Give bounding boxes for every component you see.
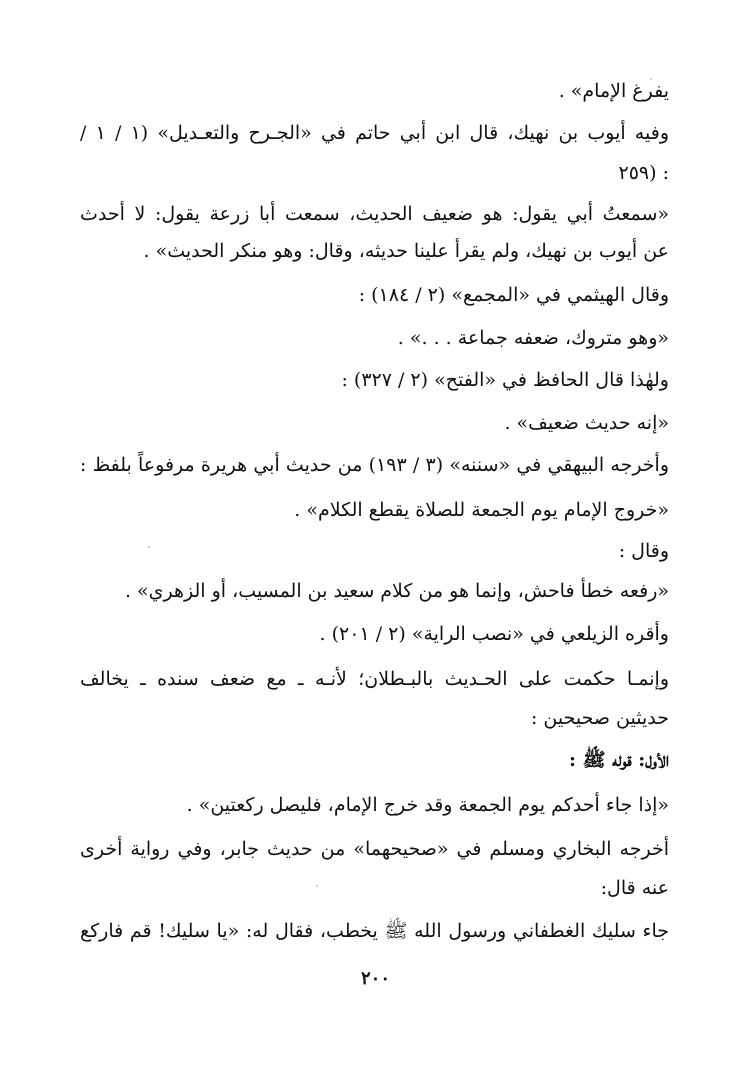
text-line-10: وأخرجه البيهقي في «سننه» (٣ / ١٩٣) من حديث أبي هريرة مرفوعاً بلفظ : [80, 454, 670, 476]
page-number: ٢٠٠ [360, 968, 390, 989]
text-line-5: عن أيوب بن نهيك، ولم يقرأ علينا حديثه، وقال: وهو منكر الحديث» . [143, 240, 669, 262]
text-line-8: ولهٰذا قال الحافظ في «الفتح» (٢ / ٣٢٧) : [341, 369, 669, 391]
text-line-2: وفيه أيوب بن نهيك، قال ابن أبي حاتم في «الجـرح والتعـديل» (١ / ١ / [80, 122, 669, 144]
text-line-18: «إذا جاء أحدكم يوم الجمعة وقد خرج الإمام، فليصل ركعتين» . [186, 794, 669, 816]
text-line-21: جاء سليك الغطفاني ورسول الله ﷺ يخطب، فقال له: «يا سليك! قم فاركع [80, 920, 669, 942]
text-line-20: عنه قال: [600, 877, 669, 899]
text-line-1: يفرغ الإمام» . [558, 80, 669, 102]
text-line-6: وقال الهيثمي في «المجمع» (٢ / ١٨٤) : [358, 284, 669, 306]
text-line-9: «إنه حديث ضعيف» . [504, 412, 669, 434]
text-line-15: وإنمـا حكمت على الحـديث بالبـطلان؛ لأنـه ـ مع ضعف سنده ـ يخالف [80, 668, 669, 690]
text-line-7: «وهو متروك، ضعفه جماعة . . .» . [397, 327, 669, 349]
scan-speck [148, 546, 150, 548]
text-line-13: «رفعه خطأ فاحش، وإنما هو من كلام سعيد بن المسيب، أو الزهري» . [124, 580, 669, 602]
text-line-4: «سمعتُ أبي يقول: هو ضعيف الحديث، سمعت أبا زرعة يقول: لا أحدث [80, 203, 669, 225]
text-line-12: وقال : [618, 540, 669, 562]
text-line-14: وأقره الزيلعي في «نصب الراية» (٢ / ٢٠١) . [319, 623, 669, 645]
scan-speck [650, 78, 652, 80]
text-line-16: حديثين صحيحين : [530, 707, 669, 729]
text-line-19: أخرجه البخاري ومسلم في «صحيحهما» من حديث جابر، وفي رواية أخرى [80, 838, 669, 860]
text-line-17: الأول: قوله ﷺ : [568, 749, 669, 771]
text-line-11: «خروج الإمام يوم الجمعة للصلاة يقطع الكلام» . [294, 499, 669, 521]
scan-speck [316, 885, 318, 887]
text-line-3: ٢٥٩) : [618, 162, 669, 184]
